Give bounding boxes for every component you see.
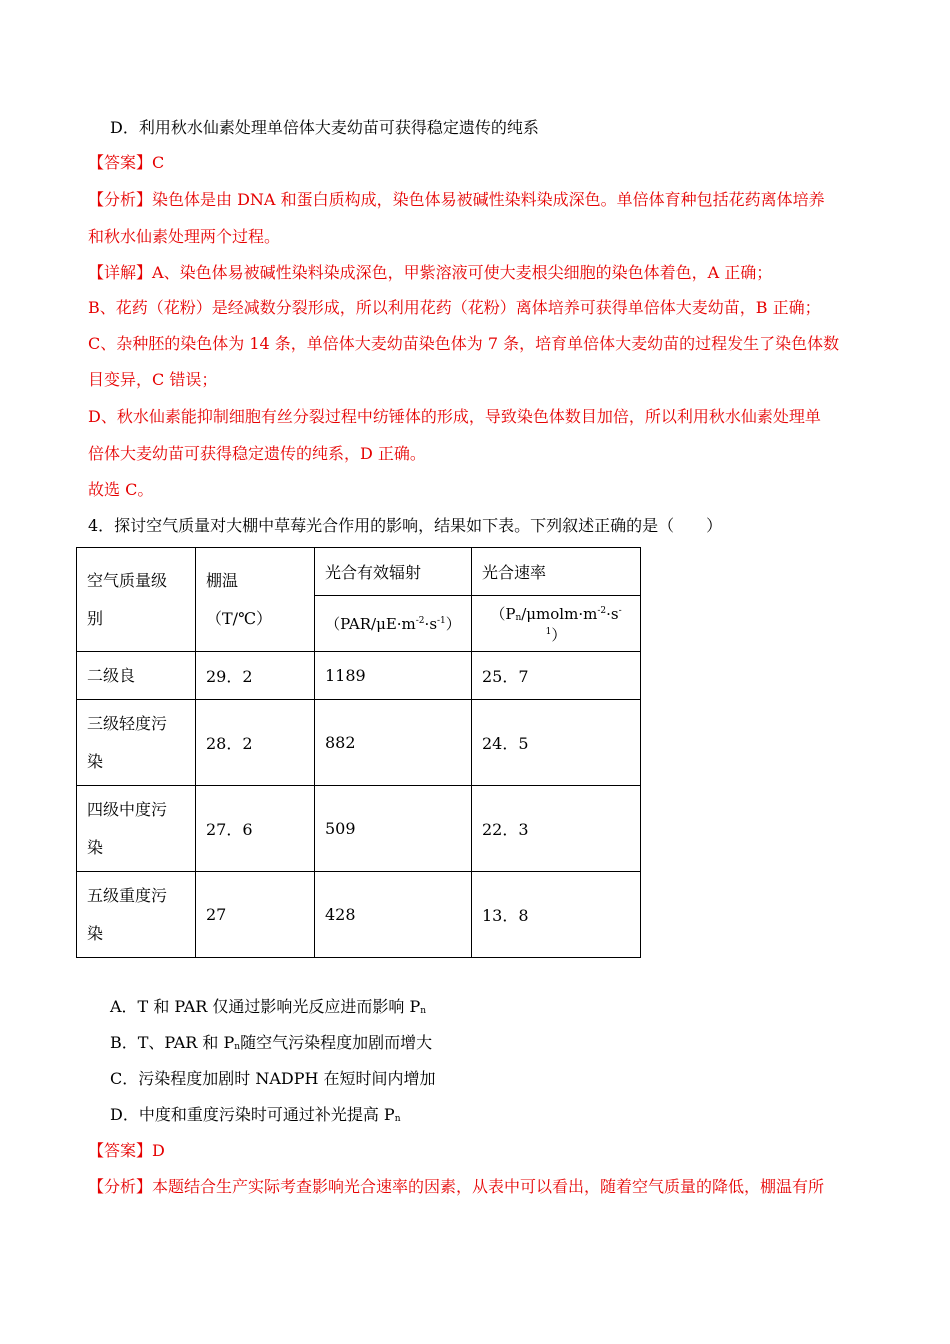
detail-a-text: A、染色体易被碱性染料染成深色，甲紫溶液可使大麦根尖细胞的染色体着色，A 正确； [152, 263, 773, 282]
q4-option-a: A．T 和 PAR 仅通过影响光反应进而影响 $P_n$ [110, 997, 427, 1016]
cell-par: 1189 [315, 652, 472, 700]
q4-stem: 4．探讨空气质量对大棚中草莓光合作用的影响，结果如下表。下列叙述正确的是（ ） [88, 516, 723, 535]
q4-analysis-line1 [88, 1177, 824, 1197]
q4-option-b: B．T、PAR 和 $P_n$随空气污染程度加剧而增大 [110, 1033, 433, 1052]
q4-option-d: D．中度和重度污染时可通过补光提高 $P_n$ [110, 1105, 401, 1124]
cell-level: 四级中度污 染 [77, 786, 196, 872]
header-par: 光合有效辐射 [315, 548, 472, 596]
q3-detail-a [88, 263, 772, 283]
q4-option-c: C．污染程度加剧时 NADPH 在短时间内增加 [110, 1069, 436, 1088]
q3-analysis-line1 [88, 190, 825, 210]
answer-value: D [152, 1141, 165, 1160]
air-quality-table [76, 547, 641, 958]
analysis-tag: 【分析】 [88, 1177, 153, 1196]
table-row [77, 786, 641, 872]
q3-detail-d-line2: 倍体大麦幼苗可获得稳定遗传的纯系，D 正确。 [88, 444, 426, 463]
q3-option-d: D．利用秋水仙素处理单倍体大麦幼苗可获得稳定遗传的纯系 [110, 118, 539, 137]
cell-temperature: 27 [196, 872, 315, 958]
cell-temperature: 28．2 [196, 700, 315, 786]
table-header-row [77, 548, 641, 596]
q3-detail-c-line2: 目变异，C 错误； [88, 370, 218, 389]
cell-temperature: 29．2 [196, 652, 315, 700]
answer-value: C [152, 153, 165, 172]
unit-pn: $(P_n/\mu molm\cdot m^{-2}\cdot s^{-1})$ [472, 596, 641, 652]
header-air-quality-l1: 空气质量级 [87, 570, 168, 590]
table-row [77, 872, 641, 958]
cell-pn: 22．3 [472, 786, 641, 872]
cell-level: 五级重度污 染 [77, 872, 196, 958]
cell-temperature: 27．6 [196, 786, 315, 872]
cell-level: 三级轻度污 染 [77, 700, 196, 786]
header-temperature [196, 548, 315, 652]
cell-pn: 25．7 [472, 652, 641, 700]
table-row [77, 700, 641, 786]
q3-detail-c-line1: C、杂种胚的染色体为 14 条，单倍体大麦幼苗染色体为 7 条，培育单倍体大麦幼苗的过程发生了染色体数 [88, 334, 840, 353]
cell-pn: 13．8 [472, 872, 641, 958]
cell-par: 509 [315, 786, 472, 872]
cell-par: 882 [315, 700, 472, 786]
cell-level: 二级良 [77, 652, 196, 700]
detail-tag: 【详解】 [88, 263, 153, 282]
q3-choose: 故选 C。 [88, 480, 154, 499]
header-temperature-l1: 棚温 [206, 570, 239, 590]
analysis-text: 本题结合生产实际考查影响光合速率的因素，从表中可以看出，随着空气质量的降低，棚温有所 [152, 1177, 825, 1196]
analysis-text: 染色体是由 DNA 和蛋白质构成，染色体易被碱性染料染成深色。单倍体育种包括花药离体培养 [152, 190, 825, 209]
header-air-quality [77, 548, 196, 652]
q4-answer [88, 1141, 165, 1161]
unit-par: $(PAR/\mu E\cdot m^{-2}\cdot s^{-1})$ [315, 596, 472, 652]
cell-pn: 24．5 [472, 700, 641, 786]
q3-answer [88, 153, 164, 173]
q3-detail-b: B、花药（花粉）是经减数分裂形成，所以利用花药（花粉）离体培养可获得单倍体大麦幼苗，B 正确； [88, 298, 821, 317]
q3-detail-d-line1: D、秋水仙素能抑制细胞有丝分裂过程中纺锤体的形成，导致染色体数目加倍，所以利用秋水仙素处理单 [88, 407, 821, 426]
answer-tag: 【答案】 [88, 1141, 153, 1160]
header-pn: 光合速率 [472, 548, 641, 596]
q3-analysis-line2: 和秋水仙素处理两个过程。 [88, 227, 281, 246]
header-air-quality-l2: 别 [87, 608, 104, 628]
analysis-tag: 【分析】 [88, 190, 153, 209]
table-row [77, 652, 641, 700]
header-temperature-l2: （T/℃） [206, 608, 272, 628]
answer-tag: 【答案】 [88, 153, 153, 172]
cell-par: 428 [315, 872, 472, 958]
